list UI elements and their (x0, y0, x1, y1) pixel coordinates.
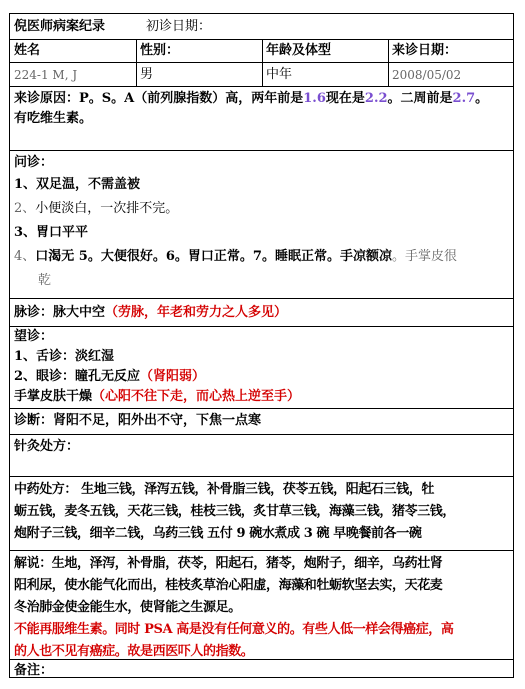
record-title: 倪医师病案纪录 (14, 19, 106, 34)
palm-observation: 手掌皮肤干燥（心阳不往下走，而心热上逆至手） (14, 389, 301, 404)
column-name: 姓名 (14, 43, 41, 58)
inquiry-item-2: 2、小便淡白，一次排不完。 (14, 201, 179, 216)
eye-diagnosis: 2、眼诊：瞳孔无反应（肾阳弱） (14, 369, 206, 384)
patient-age: 中年 (266, 67, 293, 82)
herbal-prescription: 中药处方： 生地三钱，泽泻五钱，补骨脂三钱，茯苓五钱，阳起石三钱，牡 蛎五钱，麦冬五钱，天花三钱，桂枝三钱，炙甘草三钱，海藻三钱，猪苓三钱， 炮附子三钱，细辛二钱，乌药三钱 五付 9 碗水煮成 3 碗 早晚餐前各一碗 (14, 482, 456, 541)
inquiry-label: 问诊： (14, 155, 54, 170)
acupuncture-label: 针灸处方： (14, 439, 80, 454)
inquiry-item-4: 4、口渴无 5。大便很好。6。胃口正常。7。睡眠正常。手凉额凉。手掌皮很 (14, 249, 457, 264)
patient-sex: 男 (140, 67, 154, 82)
inquiry-item-3: 3、胃口平平 (14, 225, 89, 240)
reason-line-2: 有吃维生素。 (14, 111, 93, 126)
column-visit-date: 来诊日期： (392, 43, 458, 58)
inquiry-item-4-wrap: 乾 (38, 273, 52, 288)
column-age: 年龄及体型 (266, 43, 332, 58)
column-sex: 性别： (140, 43, 180, 58)
reason-line-1: 来诊原因：P。S。A（前列腺指数）高，两年前是1.6现在是2.2。二周前是2.7。 (14, 91, 489, 106)
first-visit-label: 初诊日期： (146, 19, 212, 34)
tongue-diagnosis: 1、舌诊：淡红湿 (14, 349, 115, 364)
patient-visit-date: 2008/05/02 (392, 68, 462, 82)
record-table (9, 13, 514, 678)
pulse-diagnosis: 脉诊：脉大中空（劳脉，年老和劳力之人多见） (14, 305, 288, 320)
inquiry-item-1: 1、双足温，不需盖被 (14, 177, 141, 192)
remarks-label: 备注： (14, 663, 54, 678)
observation-label: 望诊： (14, 329, 54, 344)
diagnosis: 诊断：肾阳不足，阳外出不守，下焦一点寒 (14, 413, 262, 428)
patient-id: 224-1 M, J (14, 68, 78, 82)
explanation: 解说：生地，泽泻，补骨脂，茯苓，阳起石，猪苓，炮附子，细辛，乌药壮肾 阳利尿，使水能气化而出，桂枝炙草治心阳虚，海藻和牡蛎软坚去实，天花麦 冬治肺金使金能生水，使肾能之生源足。 不能再服维生素。同时 PSA 高是没有任何意义的。有些人低一样会得癌症，高 的人也不见有癌症。故是西医吓人的指数。 (14, 556, 454, 659)
